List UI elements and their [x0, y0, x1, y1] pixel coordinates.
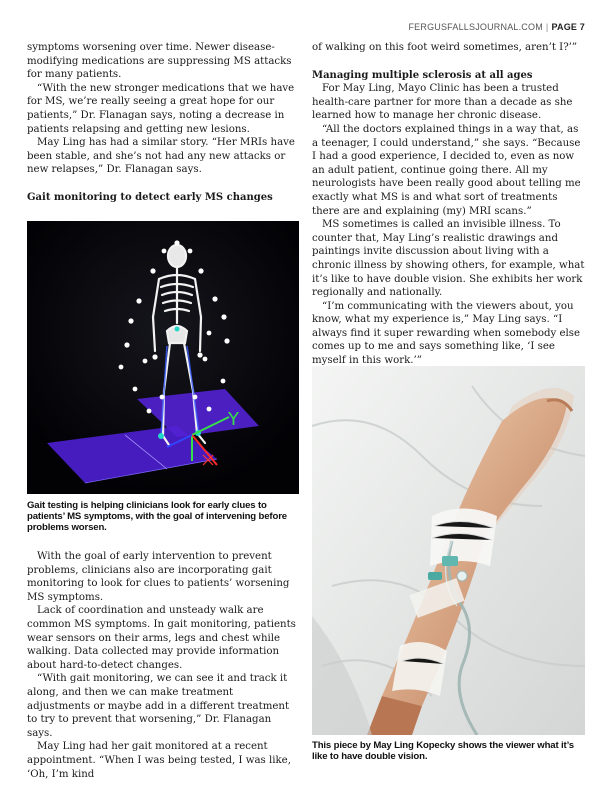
- paragraph: “All the doctors explained things in a way that, as a teenager, I could understand,” she says. “Because I had a good experience, I decided to, even as now an adult patient, continue going there. All my neurologists have been really good about telling me exactly what MS is and what sort of treatments there are and explaining (my) MRI scans.”: [312, 123, 581, 217]
- paragraph: With the goal of early intervention to prevent problems, clinicians also are incorporating gait monitoring to look for clues to patients’ worsening MS symptoms.: [27, 551, 290, 603]
- paragraph: For May Ling, Mayo Clinic has been a trusted health-care partner for more than a decade as she learned how to manage her chronic disease.: [312, 83, 573, 122]
- double-vision-artwork: [312, 366, 585, 735]
- gait-testing-photo: [27, 221, 299, 494]
- site-name: FERGUSFALLSJOURNAL.COM: [408, 22, 543, 32]
- subhead-managing-ms: Managing multiple sclerosis at all ages: [312, 69, 533, 81]
- page-header: [408, 22, 585, 32]
- paragraph: May Ling has had a similar story. “Her MRIs have been stable, and she’s not had any new attacks or new relapses,” Dr. Flanagan says.: [27, 137, 295, 176]
- paragraph: “With the new stronger medications that we have for MS, we’re really seeing a great hope for our patients,” Dr. Flanagan says, noting a decrease in patients relapsing and getting new lesions.: [27, 82, 295, 135]
- paragraph: Lack of coordination and unsteady walk are common MS symptoms. In gait monitoring, patients wear sensors on their arms, legs and chest while walking. Data collected may provide information about hard-to-detect changes.: [27, 605, 296, 671]
- subhead-gait: Gait monitoring to detect early MS changes: [27, 191, 273, 203]
- header-separator: |: [545, 22, 549, 32]
- left-column-top: [27, 41, 298, 205]
- left-column-bottom: [27, 550, 298, 781]
- paragraph: “With gait monitoring, we can see it and track it along, and then we can make treatment adjustments or maybe add in a different treatment to try to prevent that worsening,” Dr. Flanagan says.: [27, 673, 290, 739]
- paragraph: symptoms worsening over time. Newer disease-modifying medications are suppressing MS attacks for many patients.: [27, 42, 292, 81]
- gait-photo-caption: Gait testing is helping clinicians look for early clues to patients’ MS symptoms, with the goal of intervening before problems worsen.: [27, 500, 287, 534]
- paragraph: “I’m communicating with the viewers about, you know, what my experience is,” May Ling says. “I always find it super rewarding when somebody else comes up to me and says something like, ‘I see myself in this work.’”: [312, 300, 581, 367]
- right-column: [312, 41, 585, 368]
- paragraph: of walking on this foot weird sometimes, aren’t I?’”: [312, 42, 578, 53]
- artwork-caption: This piece by May Ling Kopecky shows the viewer what it’s like to have double vision.: [312, 740, 574, 763]
- axis-y-label: Y: [228, 409, 239, 430]
- gait-skeleton-visualization: [27, 221, 299, 494]
- paragraph: May Ling had her gait monitored at a recent appointment. “When I was being tested, I was like, ‘Oh, I’m kind: [27, 741, 291, 780]
- artwork-painting: [312, 366, 585, 735]
- page-number: PAGE 7: [551, 22, 585, 32]
- paragraph: MS sometimes is called an invisible illness. To counter that, May Ling’s realistic drawings and paintings invite discussion about living with a chronic illness by showing others, for example, what it’s like to have double vision. She exhibits her work regionally and nationally.: [312, 219, 585, 299]
